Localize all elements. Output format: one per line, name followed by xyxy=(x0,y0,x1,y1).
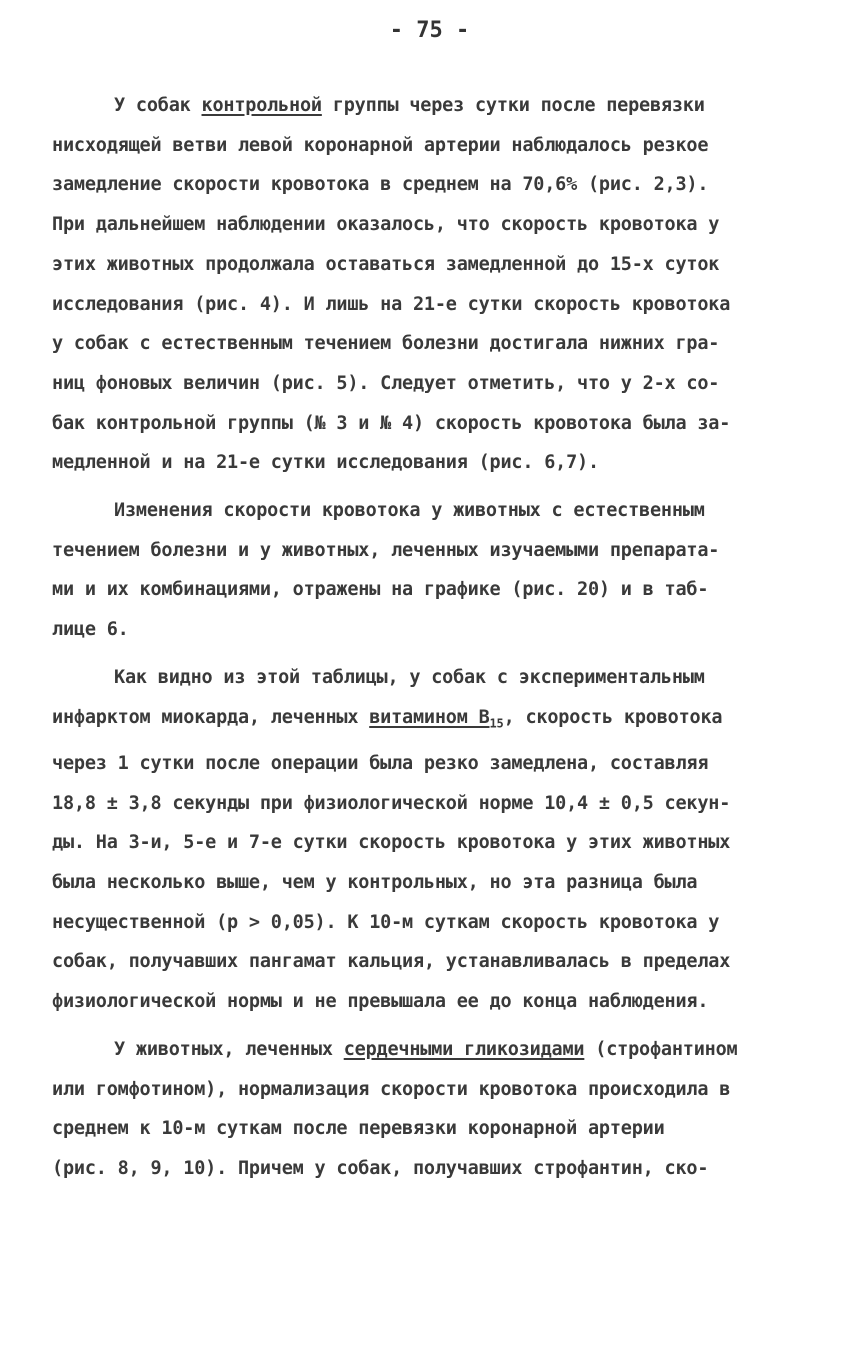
text-fragment: инфарктом миокарда, леченных xyxy=(52,706,370,728)
text-line xyxy=(52,698,812,744)
text-fragment: группы через сутки после перевязки xyxy=(321,95,705,116)
text-line: лице 6. xyxy=(52,619,129,641)
text-line: Как видно из этой таблицы, у собак с экспериментальным xyxy=(114,666,705,688)
text-line: несущественной (p > 0,05). К 10-м суткам скорость кровотока у xyxy=(52,911,720,933)
text-line: (рис. 8, 9, 10). Причем у собак, получавших строфантин, ско- xyxy=(52,1157,709,1179)
body-text xyxy=(52,86,812,1189)
subscript: 15 xyxy=(489,716,504,731)
text-line: ми и их комбинациями, отражены на графике (рис. 20) и в таб- xyxy=(52,579,709,601)
text-line: ниц фоновых величин (рис. 5). Следует отметить, что у 2-х со- xyxy=(52,372,720,394)
text-line: исследования (рис. 4). И лишь на 21-е сутки скорость кровотока xyxy=(52,293,731,315)
text-fragment: У животных, леченных xyxy=(114,1038,344,1060)
text-fragment: У собак xyxy=(114,95,202,116)
text-fragment: , скорость кровотока xyxy=(503,706,723,728)
text-line: 18,8 ± 3,8 секунды при физиологической норме 10,4 ± 0,5 секун- xyxy=(52,792,731,814)
text-line: была несколько выше, чем у контрольных, но эта разница была xyxy=(52,872,698,894)
text-line: или гомфотином), нормализация скорости кровотока происходила в xyxy=(52,1078,731,1100)
text-line: замедление скорости кровотока в среднем на 70,6% (рис. 2,3). xyxy=(52,174,709,196)
underlined-term: контрольной xyxy=(201,95,322,116)
text-line: собак, получавших пангамат кальция, устанавливалась в пределах xyxy=(52,951,731,973)
text-line: течением болезни и у животных, леченных изучаемыми препарата- xyxy=(52,539,720,561)
text-line: среднем к 10-м суткам после перевязки коронарной артерии xyxy=(52,1118,665,1140)
underlined-term: витамином $B_{15}$ xyxy=(369,706,504,731)
text-line: Изменения скорости кровотока у животных с естественным xyxy=(114,500,705,522)
text-line: физиологической нормы и не превышала ее до конца наблюдения. xyxy=(52,991,709,1013)
text-line: медленной и на 21-е сутки исследования (рис. 6,7). xyxy=(52,452,599,474)
text-line: через 1 сутки после операции была резко замедлена, составляя xyxy=(52,752,709,774)
text-line: При дальнейшем наблюдении оказалось, что скорость кровотока у xyxy=(52,214,720,236)
text-line xyxy=(52,1030,812,1070)
page-number: - 75 - xyxy=(389,18,470,43)
text-line: бак контрольной группы (№ 3 и № 4) скорость кровотока была за- xyxy=(52,412,731,434)
text-fragment: (строфантином xyxy=(584,1038,738,1060)
text-line: ды. На 3-и, 5-е и 7-е сутки скорость кровотока у этих животных xyxy=(52,832,731,854)
text-line xyxy=(52,86,812,126)
underlined-term: сердечными гликозидами xyxy=(343,1038,585,1060)
text-line: у собак с естественным течением болезни достигала нижних гра- xyxy=(52,333,720,355)
text-line: этих животных продолжала оставаться замедленной до 15-х суток xyxy=(52,253,720,275)
text-line: нисходящей ветви левой коронарной артерии наблюдалось резкое xyxy=(52,134,709,156)
